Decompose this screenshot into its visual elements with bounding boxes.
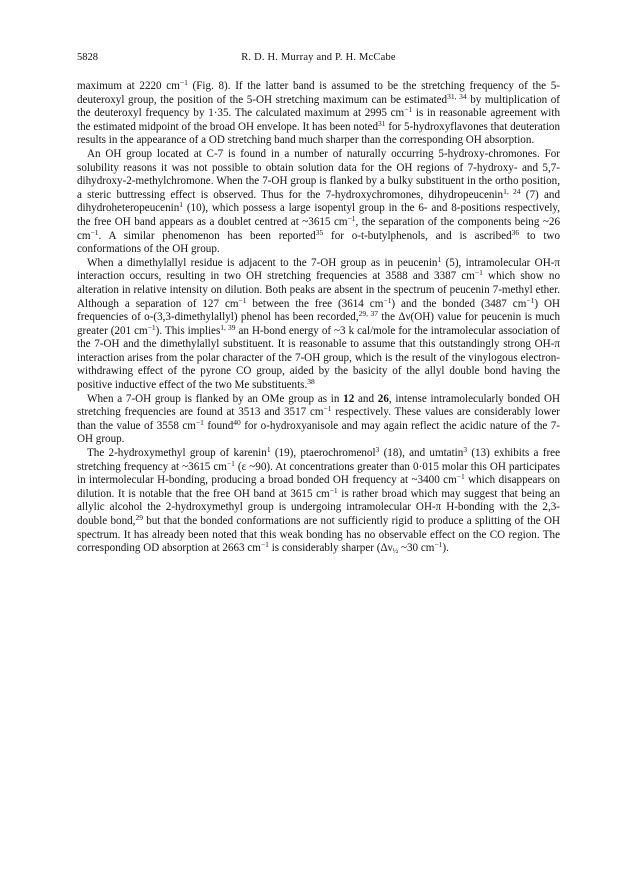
unit-exponent: −1 — [195, 417, 204, 427]
reference: 36 — [511, 227, 520, 237]
unit-exponent: −1 — [179, 78, 188, 87]
reference: 40 — [233, 417, 241, 427]
reference: 3 — [375, 445, 380, 455]
paragraph-dimethylallyl: When a dimethylallyl residue is adjacent to the 7-OH group as in peucenin$^1$ (5), intramolecular OH-π interaction occurs, resulting in two OH stretching frequencies at 3588 and 3387 $cm^{-1}$ which show no alteration in relative intensity on dilution. Both peaks are absent in the spectrum of peucenin 7-methyl ether. Although a separation of 127 $cm^{-1}$ between the free (3614 $cm^{-1}$) and the bonded (3487 $cm^{-1}$) OH frequencies of o-(3,3-dimethylallyl) phenol has been recorded,$^{29, 37}$ the Δν(OH) value for peucenin is much greater (201 $cm^{-1}$). This implies$^{1, 39}$ an H-bond energy of ~3 k cal/mole for the intramolecular association of the 7-OH and the dimethylallyl substituent. It is reasonable to assume that this outstandingly strong OH-π interaction arises from the polar character of the 7-OH group, which is the result of the vinylogous electron-withdrawing effect of the pyrone CO group, aided by the basicity of the allyl double bond having the positive inductive effect of the two Me substituents.$^{38}$ — [77, 254, 561, 392]
reference: 1, 39 — [220, 322, 236, 332]
paragraph-ome-flanked: When a 7-OH group is flanked by an OMe group as in 12 and 26, intense intramolecularly bonded OH stretching frequencies are found at 3513 and 3517 $cm^{-1}$ respectively. These values are considerably lower than the value of 3558 $cm^{-1}$ found$^{40}$ for o-hydroxyanisole and may again reflect the acidic nature of the 7-OH group. — [77, 392, 561, 446]
reference: 31 — [378, 118, 386, 128]
running-head: R. D. H. Murray and P. H. McCabe — [241, 52, 396, 63]
paragraph-deuteroxyl: maximum at 2220 $cm^{-1}$ (Fig. 8). If the latter band is assumed to be the stretching frequency of the 5-deuteroxyl group, the position of the 5-OH stretching maximum can be estimated$^{31, 34}$ by multiplication of the deuteroxyl frequency by 1·35. The calculated maximum at 2995 $cm^{-1}$ is in reasonable agreement with the estimated midpoint of the broad OH envelope. It has been noted$^{31}$ for 5-hydroxyflavones that deuteration results in the appearance of a OD stretching band much sharper than the corresponding OH absorption. — [77, 78, 561, 147]
reference: 1 — [266, 445, 271, 455]
unit-exponent: −1 — [474, 268, 483, 278]
reference: 35 — [315, 227, 324, 237]
article-body — [77, 80, 560, 556]
unit-exponent: −1 — [323, 404, 332, 414]
unit-exponent: −1 — [238, 295, 247, 305]
reference: 38 — [307, 377, 315, 387]
unit-exponent: −1 — [260, 540, 269, 550]
page-header — [77, 52, 560, 68]
compound-number: 12 — [343, 392, 355, 405]
unit-exponent: −1 — [404, 105, 413, 115]
unit-exponent: −1 — [90, 227, 99, 237]
unit-exponent: −1 — [456, 472, 465, 482]
unit-exponent: −1 — [383, 295, 392, 305]
paragraph-hydroxymethyl: The 2-hydroxymethyl group of karenin$^1$ (19), ptaerochromenol$^3$ (18), and umtatin$^3$ (13) exhibits a free stretching frequency at ~3615 $cm^{-1}$ (ε ~90). At concentrations greater than 0·015 molar this OH participates in intermolecular H-bonding, producing a broad bonded OH frequency at ~3400 $cm^{-1}$ which disappears on dilution. It is notable that the free OH band at 3615 $cm^{-1}$ is rather broad which may suggest that being an allylic alcohol the 2-hydroxymethyl group is undergoing intramolecular OH-π H-bonding with the 2,3-double bond,$^{29}$ but that the bonded conformations are not sufficiently rigid to produce a splitting of the OH spectrum. It has already been noted that this weak bonding has no observable effect on the CO region. The corresponding OD absorption at 2663 $cm^{-1}$ is considerably sharper ($\Delta\nu_{\frac{1}{2}}$ ~30 $cm^{-1}$). — [77, 445, 561, 556]
reference: 1, 24 — [503, 186, 521, 196]
compound-number: 26 — [377, 392, 389, 405]
unit-exponent: −1 — [347, 213, 356, 223]
page-number: 5828 — [77, 52, 98, 63]
reference: 3 — [463, 445, 468, 455]
unit-exponent: −1 — [329, 485, 338, 495]
unit-exponent: −1 — [434, 540, 443, 550]
unit-exponent: −1 — [526, 295, 535, 305]
reference: 29 — [135, 513, 143, 522]
reference: 1 — [179, 200, 184, 210]
reference: 31, 34 — [447, 91, 467, 101]
unit-exponent: −1 — [147, 322, 156, 332]
reference: 29, 37 — [358, 309, 379, 319]
reference: 1 — [437, 254, 442, 264]
subscript-half: ½ — [392, 546, 399, 556]
unit-exponent: −1 — [226, 458, 235, 468]
paragraph-7-oh-group: An OH group located at C-7 is found in a number of naturally occurring 5-hydroxy-chromones. For solubility reasons it was not possible to obtain solution data for the OH regions of 7-hydroxy- and 5,7-dihydroxy-2-methylchromone. When the 7-OH group is flanked by a bulky substituent in the ortho position, a steric buttressing effect is observed. Thus for the 7-hydroxychromones, dihydropeucenin$^{1, 24}$ (7) and dihydroheteropeucenin$^1$ (10), which possess a large isopentyl group in the 6- and 8-positions respectively, the free OH band appears as a doublet centred at ~3615 $cm^{-1}$, the separation of the components being ~26 $cm^{-1}$. A similar phenomenon has been reported$^{35}$ for o-t-butylphenols, and is ascribed$^{36}$ to two conformations of the OH group. — [77, 147, 560, 256]
